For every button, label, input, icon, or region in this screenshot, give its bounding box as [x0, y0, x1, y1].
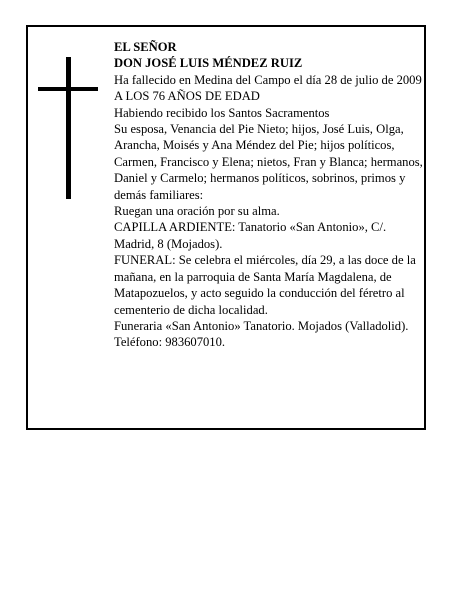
obituary-notice [26, 25, 426, 430]
funeral-home-info: Funeraria «San Antonio» Tanatorio. Mojados (Valladolid). Teléfono: 983607010. [114, 318, 409, 350]
latin-cross-icon [38, 57, 98, 199]
notice-text [114, 39, 424, 351]
cross-vertical-bar [66, 57, 71, 199]
cross-horizontal-bar [38, 87, 98, 91]
funeral-info: FUNERAL: Se celebra el miércoles, día 29, a las doce de la mañana, en la parroquia de Santa María Magdalena, de Matapozuelos, y acto seguido la conducción del féretro al cementerio de dicha localidad. [114, 253, 416, 317]
prayer-request: Ruegan una oración por su alma. [114, 204, 280, 219]
sacraments-statement: Habiendo recibido los Santos Sacramentos [114, 105, 330, 120]
chapel-info: CAPILLA ARDIENTE: Tanatorio «San Antonio», C/. Madrid, 8 (Mojados). [114, 220, 387, 251]
deceased-name: DON JOSÉ LUIS MÉNDEZ RUIZ [114, 56, 303, 71]
age-statement: A LOS 76 AÑOS DE EDAD [114, 89, 260, 104]
death-statement: Ha fallecido en Medina del Campo el día 28 de julio de 2009 [114, 72, 422, 87]
notice-title: EL SEÑOR [114, 40, 177, 54]
family-list: Su esposa, Venancia del Pie Nieto; hijos, José Luis, Olga, Arancha, Moisés y Ana Méndez del Pie; hijos políticos, Carmen, Francisco y Elena; nietos, Fran y Blanca; hermanos, Daniel y Carmelo; hermanos políticos, sobrinos, primos y demás familiares: [114, 122, 423, 202]
